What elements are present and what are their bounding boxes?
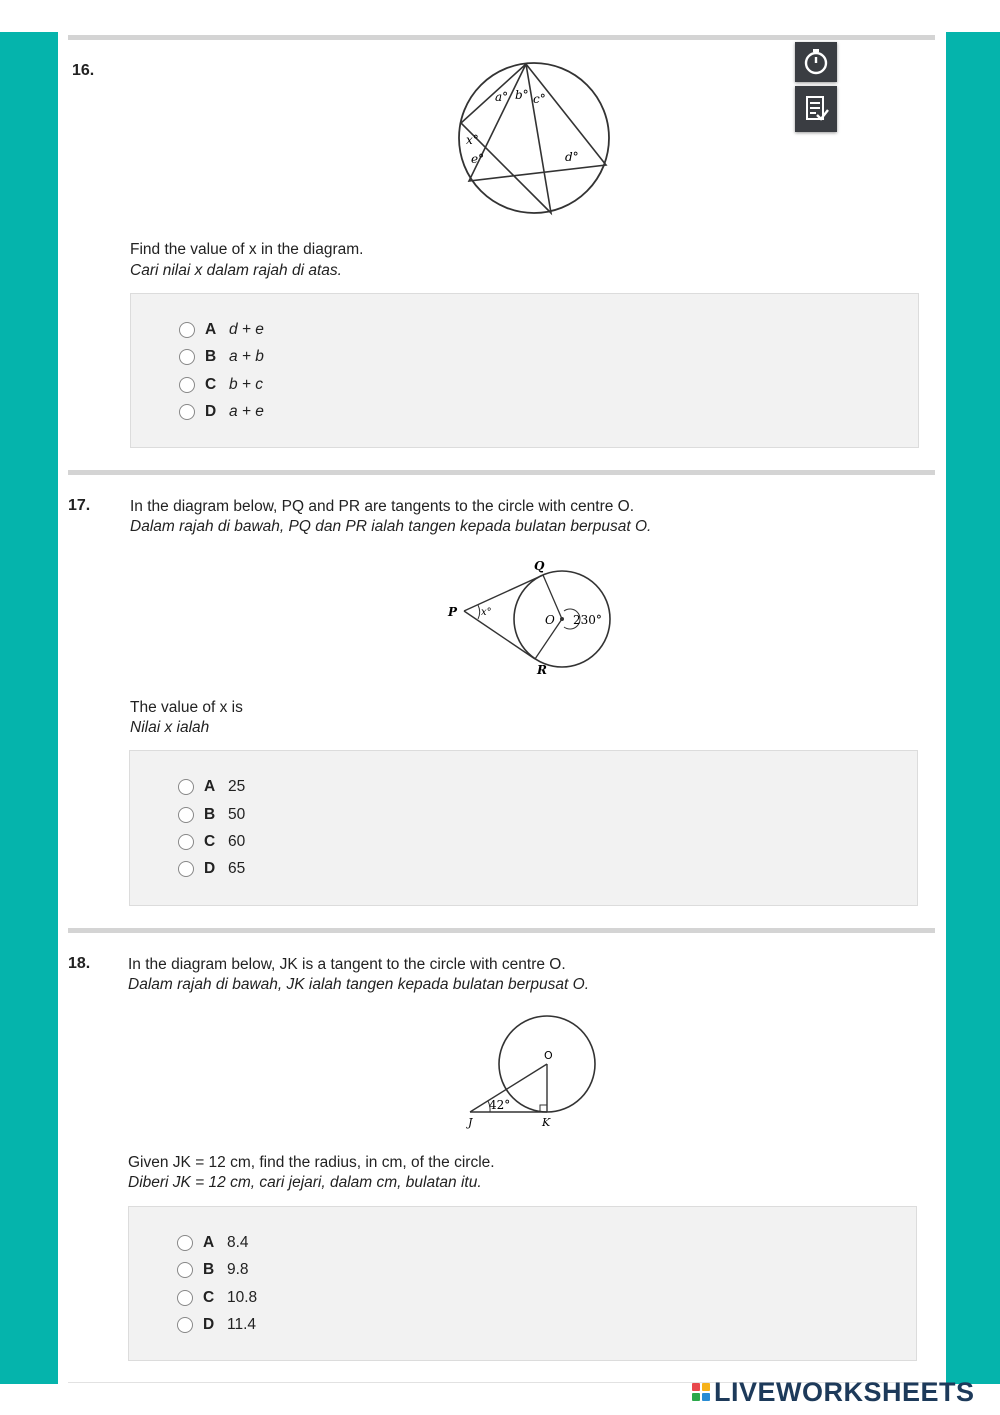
question-18-options (128, 1206, 917, 1361)
radio-button[interactable] (179, 404, 195, 420)
label-c: c° (533, 92, 546, 106)
question-17-number: 17. (68, 497, 91, 514)
question-16-diagram (455, 57, 615, 219)
label-x: x° (466, 133, 479, 147)
question-16-option-b[interactable]: B a + b (179, 347, 264, 367)
radio-button[interactable] (179, 377, 195, 393)
logo-text: LIVEWORKSHEETS (714, 1376, 975, 1407)
question-17-diagram (440, 556, 615, 682)
radio-button[interactable] (178, 861, 194, 877)
radio-button[interactable] (178, 834, 194, 850)
label-k: K (542, 1116, 551, 1129)
radio-button[interactable] (178, 779, 194, 795)
radio-button[interactable] (178, 807, 194, 823)
radio-button[interactable] (177, 1235, 193, 1251)
radio-button[interactable] (179, 349, 195, 365)
label-a: a° (495, 90, 509, 104)
label-r: R (537, 663, 547, 677)
label-j: J (468, 1116, 473, 1129)
stopwatch-icon (802, 48, 830, 76)
question-18-diagram (460, 1012, 605, 1132)
right-teal-border (946, 32, 1000, 1384)
left-teal-border (0, 32, 58, 1384)
question-17-option-c[interactable]: C 60 (178, 832, 245, 852)
question-17-option-b[interactable]: B 50 (178, 805, 245, 825)
question-16-option-d[interactable]: D a + e (179, 402, 264, 422)
timer-button[interactable] (795, 42, 837, 82)
question-17-intro-en: In the diagram below, PQ and PR are tangents to the circle with centre O. (130, 498, 635, 515)
radio-button[interactable] (177, 1262, 193, 1278)
finish-check-button[interactable] (795, 86, 837, 132)
question-18-option-c[interactable]: C 10.8 (177, 1288, 257, 1308)
question-18-intro-en: In the diagram below, JK is a tangent to the circle with centre O. (128, 956, 566, 973)
label-230: 230° (573, 613, 602, 627)
checklist-icon (802, 94, 830, 124)
question-17-option-d[interactable]: D 65 (178, 859, 245, 879)
question-18-option-a[interactable]: A 8.4 (177, 1233, 249, 1253)
question-18-intro-ms: Dalam rajah di bawah, JK ialah tangen kepada bulatan berpusat O. (128, 976, 589, 993)
label-e: e° (471, 152, 485, 166)
label-o: O (545, 613, 555, 627)
logo-grid-icon (692, 1383, 710, 1401)
question-separator (68, 35, 935, 40)
question-16-options (130, 293, 919, 448)
question-18-option-b[interactable]: B 9.8 (177, 1260, 249, 1280)
question-17-intro-ms: Dalam rajah di bawah, PQ dan PR ialah tangen kepada bulatan berpusat O. (130, 518, 652, 535)
question-18-number: 18. (68, 955, 91, 972)
label-b: b° (515, 88, 529, 102)
radio-button[interactable] (179, 322, 195, 338)
label-p: P (448, 605, 458, 619)
question-17-prompt-ms: Nilai x ialah (130, 719, 210, 736)
question-18-option-d[interactable]: D 11.4 (177, 1315, 256, 1335)
liveworksheets-logo[interactable] (692, 1376, 975, 1408)
label-q: Q (534, 559, 545, 573)
label-x: x° (481, 607, 492, 618)
question-17-prompt-en: The value of x is (130, 699, 243, 716)
label-d: d° (565, 150, 579, 164)
question-17-options (129, 750, 918, 906)
label-o: O (544, 1049, 553, 1062)
question-16-prompt-ms: Cari nilai x dalam rajah di atas. (130, 262, 342, 279)
question-18-prompt-ms: Diberi JK = 12 cm, cari jejari, dalam cm, bulatan itu. (128, 1174, 482, 1191)
question-16-option-c[interactable]: C b + c (179, 375, 263, 395)
radio-button[interactable] (177, 1290, 193, 1306)
question-17-option-a[interactable]: A 25 (178, 777, 245, 797)
question-separator (68, 470, 935, 475)
question-separator (68, 928, 935, 933)
label-42: 42° (489, 1098, 511, 1112)
radio-button[interactable] (177, 1317, 193, 1333)
question-16-option-a[interactable]: A d + e (179, 320, 264, 340)
question-16-number: 16. (72, 62, 95, 79)
question-16-prompt-en: Find the value of x in the diagram. (130, 241, 364, 258)
question-18-prompt-en: Given JK = 12 cm, find the radius, in cm, of the circle. (128, 1154, 495, 1171)
